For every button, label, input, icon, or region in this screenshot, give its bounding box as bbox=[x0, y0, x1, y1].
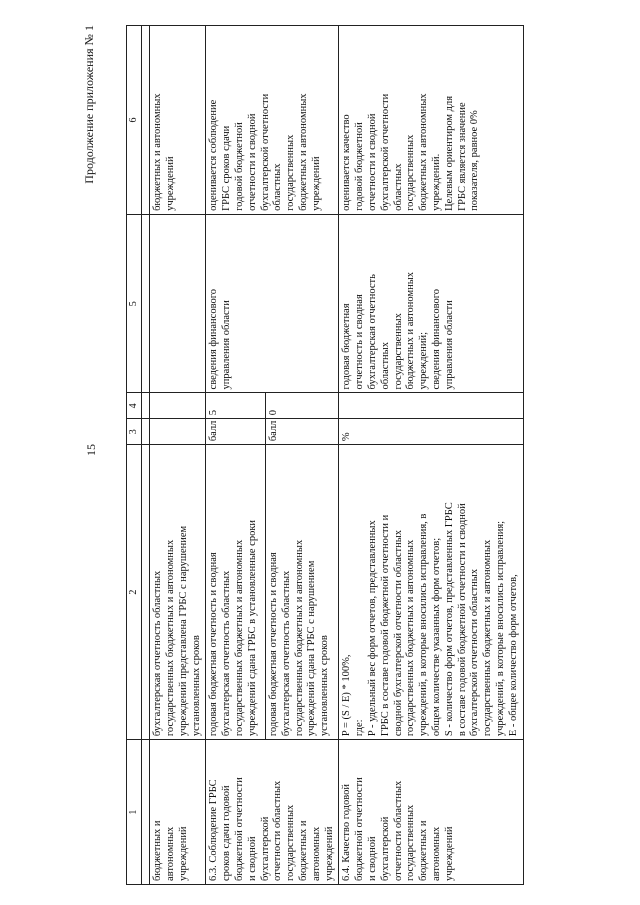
text-line: бюджетных и автономных bbox=[152, 93, 164, 211]
text-line: и сводной bbox=[246, 836, 258, 881]
text-line: отчетности областных bbox=[272, 780, 284, 881]
text-line: установленных сроков bbox=[319, 635, 331, 737]
text-line: бухгалтерской отчетности bbox=[379, 93, 391, 211]
text-line: государственных бюджетных и автономных bbox=[293, 539, 305, 737]
text-line: и сводной bbox=[366, 836, 378, 881]
cell-unit: балл bbox=[206, 419, 266, 445]
col-header-1: 1 bbox=[127, 740, 142, 885]
cell-comment bbox=[339, 26, 523, 215]
text-line: отчетности и сводной bbox=[246, 113, 258, 211]
text-line: Целевым ориентиром для bbox=[443, 95, 455, 211]
text-line: бухгалтерской bbox=[379, 816, 391, 881]
cell-score: 5 bbox=[206, 393, 266, 419]
cell-formula bbox=[339, 445, 523, 740]
text-line: бухгалтерская отчетность областных bbox=[221, 570, 233, 737]
text-line: бюджетных и автономных bbox=[405, 271, 417, 390]
cell-score bbox=[150, 393, 206, 419]
text-line: P = (S / E) * 100%, bbox=[341, 654, 353, 737]
text-line: бухгалтерской отчетности областных bbox=[469, 568, 481, 737]
separator-row bbox=[142, 26, 150, 885]
text-line: государственных bbox=[285, 134, 297, 211]
text-line: управления области bbox=[221, 300, 233, 390]
text-line: учреждений bbox=[177, 826, 189, 881]
text-line: автономных bbox=[164, 826, 176, 881]
appendix-header: Продолжение приложения № 1 bbox=[82, 25, 96, 184]
text-line: бухгалтерская отчетность областных bbox=[152, 570, 164, 737]
text-line: государственных bbox=[405, 134, 417, 211]
text-line: государственных bbox=[285, 804, 297, 881]
text-line: годовой бюджетной bbox=[233, 122, 245, 211]
text-line: установленных сроков bbox=[190, 635, 202, 737]
text-line: учреждений; bbox=[418, 331, 430, 390]
text-line: сроков сдачи годовой bbox=[221, 785, 233, 881]
text-line: в составе годовой бюджетной отчетности и сводной bbox=[456, 503, 468, 737]
text-line: показателя, равное 0% bbox=[469, 110, 481, 211]
text-line: учреждений представлена ГРБС с нарушением bbox=[177, 525, 189, 737]
text-line: учреждений, в которые вносились исправления; bbox=[494, 520, 506, 737]
text-line: P - удельный вес форм отчетов, представленных bbox=[366, 520, 378, 737]
cell-source bbox=[206, 214, 339, 393]
text-line: оценивается соблюдение bbox=[208, 99, 220, 211]
cell-score: 0 bbox=[266, 393, 339, 419]
col-header-2: 2 bbox=[127, 445, 142, 740]
header-row bbox=[127, 26, 142, 885]
text-line: учреждений bbox=[443, 826, 455, 881]
text-line: ГРБС в составе годовой бюджетной отчетности и bbox=[379, 514, 391, 737]
col-header-6: 6 bbox=[127, 26, 142, 215]
text-line: областных bbox=[379, 342, 391, 390]
col-header-3: 3 bbox=[127, 419, 142, 445]
text-line: 6.4. Качество годовой bbox=[341, 783, 353, 881]
text-line: учреждений bbox=[164, 156, 176, 211]
cell-formula bbox=[266, 445, 339, 740]
text-line: отчетности и сводной bbox=[366, 113, 378, 211]
text-line: управления области bbox=[443, 300, 455, 390]
text-line: годовая бюджетная отчетность и сводная bbox=[208, 552, 220, 737]
text-line: S - количество форм отчетов, представленных ГРБС bbox=[443, 502, 455, 737]
cell-source bbox=[339, 214, 523, 393]
cell-indicator bbox=[339, 740, 523, 885]
text-line: отчетности областных bbox=[392, 780, 404, 881]
text-line: ГРБС сроков сдачи bbox=[221, 125, 233, 211]
text-line: бюджетной отчетности bbox=[354, 777, 366, 881]
cell-unit: балл bbox=[266, 419, 339, 445]
text-line: годовой бюджетной bbox=[354, 122, 366, 211]
text-line: 6.3. Соблюдение ГРБС bbox=[208, 779, 220, 881]
text-line: областных bbox=[272, 163, 284, 211]
text-line: учреждений bbox=[323, 826, 335, 881]
text-line: бюджетных и bbox=[418, 820, 430, 881]
cell-comment bbox=[206, 26, 339, 215]
text-line: бюджетных и bbox=[297, 820, 309, 881]
text-line: бухгалтерской bbox=[259, 816, 271, 881]
table-row bbox=[206, 26, 266, 885]
cell-score bbox=[339, 393, 523, 419]
text-line: ГРБС является значение bbox=[456, 102, 468, 211]
text-line: бюджетных и bbox=[152, 820, 164, 881]
text-line: учреждений сдана ГРБС в установленные сроки bbox=[246, 519, 258, 737]
text-line: областных bbox=[392, 163, 404, 211]
text-line: бюджетной отчетности bbox=[233, 777, 245, 881]
text-line: государственных бюджетных и автономных bbox=[482, 539, 494, 737]
text-line: учреждений bbox=[310, 156, 322, 211]
text-line: государственных бюджетных и автономных bbox=[164, 539, 176, 737]
text-line: общем количестве указанных форм отчетов; bbox=[430, 537, 442, 737]
cell-source bbox=[150, 214, 206, 393]
text-line: отчетность и сводная bbox=[354, 294, 366, 390]
text-line: бухгалтерской отчетности bbox=[259, 93, 271, 211]
col-header-4: 4 bbox=[127, 393, 142, 419]
page-number: 15 bbox=[84, 444, 98, 456]
text-line: учреждений сдана ГРБС с нарушением bbox=[306, 560, 318, 737]
col-header-5: 5 bbox=[127, 214, 142, 393]
text-line: государственных bbox=[392, 313, 404, 390]
text-line: автономных bbox=[310, 826, 322, 881]
cell-indicator bbox=[206, 740, 339, 885]
text-line: учреждений, в которые вносились исправления, в bbox=[418, 513, 430, 737]
text-line: годовая бюджетная отчетность и сводная bbox=[268, 552, 280, 737]
text-line: автономных bbox=[430, 826, 442, 881]
text-line: бухгалтерская отчетность областных bbox=[280, 570, 292, 737]
cell-unit bbox=[150, 419, 206, 445]
text-line: бюджетных и автономных bbox=[297, 93, 309, 211]
text-line: оценивается качество bbox=[341, 114, 353, 211]
cell-unit: % bbox=[339, 419, 523, 445]
cell-formula bbox=[150, 445, 206, 740]
text-line: сводной бухгалтерской отчетности областных bbox=[392, 529, 404, 737]
table-row bbox=[150, 26, 206, 885]
text-line: государственных бюджетных и автономных bbox=[405, 539, 417, 737]
text-line: бухгалтерская отчетность bbox=[366, 274, 378, 390]
text-line: бюджетных и автономных bbox=[418, 93, 430, 211]
text-line: где: bbox=[354, 719, 366, 737]
text-line: государственных бюджетных и автономных bbox=[233, 539, 245, 737]
rotated-content bbox=[80, 15, 580, 885]
text-line: сведения финансового bbox=[430, 289, 442, 390]
text-line: сведения финансового bbox=[208, 289, 220, 390]
text-line: учреждений. bbox=[430, 153, 442, 211]
criteria-table bbox=[126, 25, 524, 885]
cell-formula bbox=[206, 445, 266, 740]
cell-comment bbox=[150, 26, 206, 215]
table-row bbox=[339, 26, 523, 885]
text-line: E - общее количество форм отчетов, bbox=[507, 574, 519, 737]
text-line: годовая бюджетная bbox=[341, 303, 353, 390]
cell-indicator bbox=[150, 740, 206, 885]
text-line: государственных bbox=[405, 804, 417, 881]
